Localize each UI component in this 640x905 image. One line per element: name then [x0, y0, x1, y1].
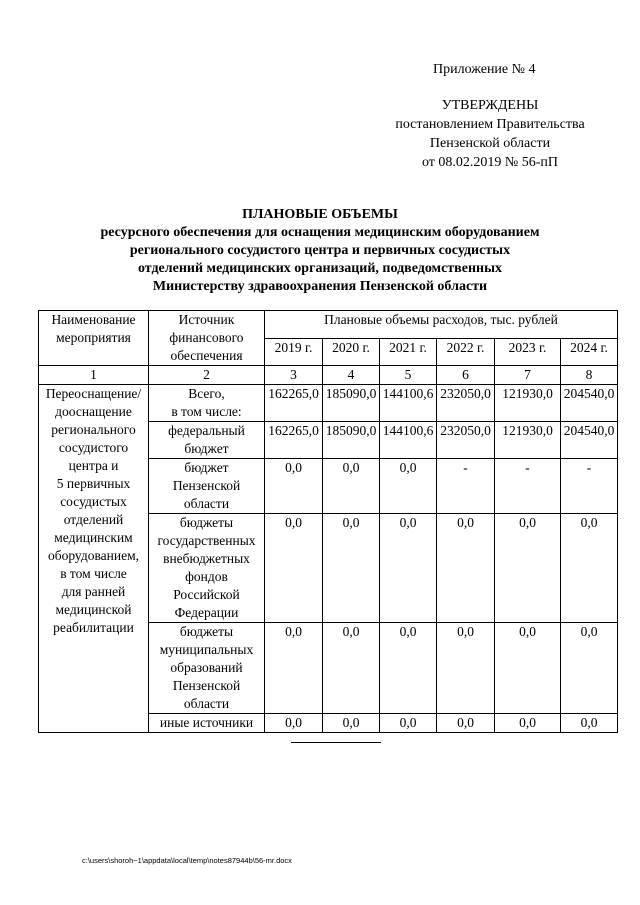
title-line: Министерству здравоохранения Пензенской области [152, 279, 488, 294]
cell-line: финансового [169, 330, 244, 345]
value-cell: 0,0 [323, 459, 380, 514]
value-cell: 204540,0 [561, 422, 618, 459]
cell-line: реабилитации [53, 620, 134, 635]
value-cell: 0,0 [437, 714, 495, 733]
cell-line: сосудистого [58, 440, 129, 455]
cell-line: в том числе: [171, 404, 242, 419]
value-cell: 185090,0 [323, 385, 380, 422]
title-line: ресурсного обеспечения для оснащения медицинским оборудованием [100, 225, 540, 240]
cell-line: бюджет [184, 460, 229, 475]
value-cell: 0,0 [323, 714, 380, 733]
value-cell: 204540,0 [561, 385, 618, 422]
value-cell: 144100,6 [380, 422, 437, 459]
cell-line: Источник [178, 312, 235, 327]
title-line: регионального сосудистого центра и первичных сосудистых [129, 243, 511, 258]
cell-line: регионального [51, 422, 136, 437]
cell-line: фондов [185, 569, 228, 584]
cell-line: Пензенской [172, 678, 241, 693]
approval-line: Пензенской области [429, 136, 551, 151]
title-line: отделений медицинских организаций, подведомственных [137, 261, 503, 276]
value-cell: 0,0 [561, 623, 618, 714]
value-cell: 0,0 [265, 623, 323, 714]
value-cell: 162265,0 [265, 422, 323, 459]
column-number: 1 [39, 366, 149, 385]
value-cell: 0,0 [265, 714, 323, 733]
source-cell [149, 514, 265, 623]
approval-line: от 08.02.2019 № 56-пП [421, 155, 559, 170]
value-cell: 0,0 [561, 514, 618, 623]
cell-line: сосудистых [60, 494, 127, 509]
source-cell [149, 385, 265, 422]
year-header: 2022 г. [437, 338, 495, 366]
cell-line: бюджеты [179, 624, 234, 639]
value-cell: 232050,0 [437, 385, 495, 422]
value-cell: 121930,0 [495, 385, 561, 422]
cell-line: 5 первичных [56, 476, 131, 491]
approval-block [372, 96, 608, 172]
cell-line: бюджеты [179, 515, 234, 530]
cell-line: образований [170, 660, 243, 675]
cell-line: оборудованием, [47, 548, 139, 563]
cell-line: государственных [157, 533, 256, 548]
cell-line: медицинским [54, 530, 133, 545]
cell-line: Пензенской [172, 478, 241, 493]
title-line: ПЛАНОВЫЕ ОБЪЕМЫ [242, 207, 398, 222]
cell-line: бюджет [184, 441, 229, 456]
header-measure [39, 311, 149, 366]
year-header: 2019 г. [265, 338, 323, 366]
approval-line: постановлением Правительства [395, 117, 585, 132]
cell-line: отделений [63, 512, 124, 527]
cell-line: мероприятия [56, 330, 131, 345]
value-cell: - [561, 459, 618, 514]
value-cell: 144100,6 [380, 385, 437, 422]
column-number: 8 [561, 366, 618, 385]
cell-line: медицинской [55, 602, 132, 617]
value-cell: - [437, 459, 495, 514]
column-number: 6 [437, 366, 495, 385]
cell-line: Наименование [51, 312, 136, 327]
value-cell: 0,0 [323, 514, 380, 623]
value-cell: 0,0 [265, 514, 323, 623]
source-cell [149, 714, 265, 733]
year-header: 2021 г. [380, 338, 437, 366]
value-cell: 0,0 [561, 714, 618, 733]
year-header: 2023 г. [495, 338, 561, 366]
value-cell: 162265,0 [265, 385, 323, 422]
column-number: 4 [323, 366, 380, 385]
cell-line: муниципальных [159, 642, 254, 657]
value-cell: 0,0 [437, 623, 495, 714]
value-cell: 0,0 [495, 623, 561, 714]
value-cell: 185090,0 [323, 422, 380, 459]
header-source [149, 311, 265, 366]
cell-line: иные источники [159, 715, 254, 730]
source-cell [149, 422, 265, 459]
cell-line: для ранней [61, 584, 126, 599]
value-cell: 121930,0 [495, 422, 561, 459]
source-cell [149, 459, 265, 514]
value-cell: 232050,0 [437, 422, 495, 459]
value-cell: 0,0 [380, 714, 437, 733]
value-cell: 0,0 [495, 714, 561, 733]
column-number: 3 [265, 366, 323, 385]
measure-cell [39, 385, 149, 733]
value-cell: 0,0 [380, 459, 437, 514]
separator-line [291, 742, 381, 743]
cell-line: области [183, 696, 230, 711]
file-path: c:\users\shoroh~1\appdata\local\temp\notes87944b\56-mr.docx [82, 856, 292, 865]
header-group: Плановые объемы расходов, тыс. рублей [265, 311, 618, 339]
value-cell: 0,0 [437, 514, 495, 623]
table-row [39, 385, 618, 422]
approval-line: УТВЕРЖДЕНЫ [441, 98, 539, 113]
cell-line: Федерации [174, 605, 239, 620]
cell-line: Всего, [188, 386, 225, 401]
source-cell [149, 623, 265, 714]
column-number: 7 [495, 366, 561, 385]
appendix-label: Приложение № 4 [433, 62, 536, 77]
year-header: 2024 г. [561, 338, 618, 366]
value-cell: 0,0 [380, 514, 437, 623]
cell-line: федеральный [168, 423, 245, 438]
value-cell: 0,0 [323, 623, 380, 714]
value-cell: 0,0 [380, 623, 437, 714]
plan-table [38, 310, 618, 733]
value-cell: 0,0 [495, 514, 561, 623]
column-number: 2 [149, 366, 265, 385]
year-header: 2020 г. [323, 338, 380, 366]
column-number: 5 [380, 366, 437, 385]
value-cell: 0,0 [265, 459, 323, 514]
cell-line: обеспечения [170, 348, 243, 363]
cell-line: Российской [173, 587, 240, 602]
cell-line: внебюджетных [163, 551, 250, 566]
document-title [80, 206, 560, 296]
cell-line: центра и [68, 458, 119, 473]
cell-line: дооснащение [55, 404, 132, 419]
cell-line: в том числе [60, 566, 127, 581]
cell-line: Переоснащение/ [45, 386, 142, 401]
value-cell: - [495, 459, 561, 514]
header-row [39, 311, 618, 339]
column-numbers-row [39, 366, 618, 385]
cell-line: области [183, 496, 230, 511]
